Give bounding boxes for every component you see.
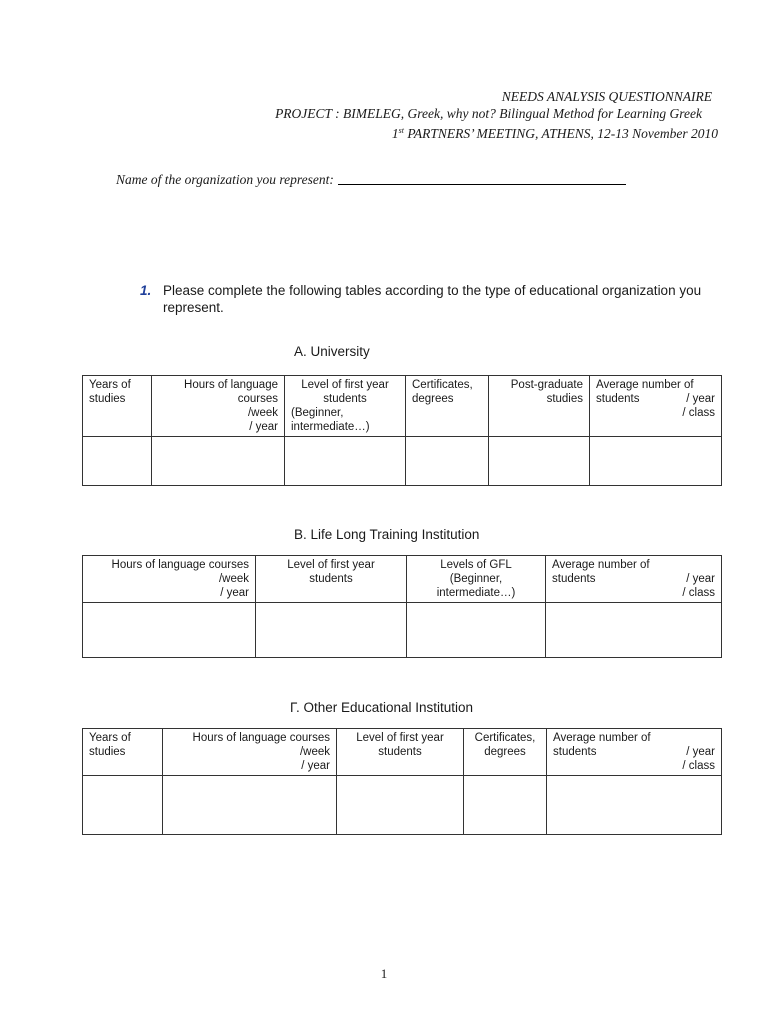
header-level-first-year: Level of first year students [256, 556, 407, 603]
header-level-first-year: Level of first year students [337, 729, 464, 776]
page-number: 1 [380, 966, 388, 981]
lifelong-training-table [82, 555, 722, 658]
header-level-examples: (Beginner, intermediate…) [291, 407, 370, 433]
header-average-label: Average number of [596, 379, 694, 391]
header-certificates: Certificates, degrees [464, 729, 547, 776]
header-years-of-studies: Years of studies [83, 376, 152, 437]
header-average-label: Average number of [553, 732, 651, 744]
table-header-row [83, 729, 722, 776]
meeting-details: PARTNERS’ MEETING, ATHENS, 12-13 November 2010 [404, 126, 718, 141]
table-cell[interactable] [337, 776, 464, 835]
header-level-first-year [285, 376, 406, 437]
table-row [83, 437, 722, 486]
header-certificates: Certificates, degrees [406, 376, 489, 437]
header-average-students [590, 376, 722, 437]
header-per-year: / year [686, 573, 715, 585]
header-per-class: / class [682, 407, 715, 419]
header-levels-of-gfl: Levels of GFL (Beginner, intermediate…) [407, 556, 546, 603]
question-1 [140, 282, 720, 316]
meeting-line [275, 122, 718, 142]
table-row [83, 603, 722, 658]
section-c-title: Γ. Other Educational Institution [290, 700, 474, 715]
table-cell[interactable] [83, 437, 152, 486]
question-text: Please complete the following tables according to the type of educational organization you represent. [163, 283, 702, 315]
table-cell[interactable] [83, 603, 256, 658]
table-cell[interactable] [464, 776, 547, 835]
table-cell[interactable] [256, 603, 407, 658]
table-header-row [83, 376, 722, 437]
header-hours-of-language-courses: Hours of language courses /week / year [163, 729, 337, 776]
header-level-first-year-label: Level of first year students [301, 379, 389, 405]
table-cell[interactable] [546, 603, 722, 658]
organization-field [116, 172, 626, 188]
header-students-label: students [553, 746, 597, 758]
header-hours-of-language-courses: Hours of language courses /week / year [83, 556, 256, 603]
other-institution-table [82, 728, 722, 835]
questionnaire-title: NEEDS ANALYSIS QUESTIONNAIRE [501, 89, 712, 104]
meeting-ordinal-suffix: st [398, 126, 404, 135]
header-hours-of-language-courses: Hours of language courses /week / year [152, 376, 285, 437]
table-cell[interactable] [547, 776, 722, 835]
section-b-title: B. Life Long Training Institution [294, 527, 480, 542]
table-cell[interactable] [152, 437, 285, 486]
university-table [82, 375, 722, 486]
header-per-year: / year [686, 393, 715, 405]
table-cell[interactable] [590, 437, 722, 486]
document-header [275, 88, 718, 142]
header-average-students [547, 729, 722, 776]
table-cell[interactable] [406, 437, 489, 486]
header-per-class: / class [682, 587, 715, 599]
table-header-row [83, 556, 722, 603]
header-per-year: / year [686, 746, 715, 758]
header-average-label: Average number of [552, 559, 650, 571]
table-cell[interactable] [163, 776, 337, 835]
header-average-students [546, 556, 722, 603]
table-row [83, 776, 722, 835]
meeting-ordinal: 1 [391, 126, 399, 141]
project-line: PROJECT : BIMELEG, Greek, why not? Bilingual Method for Learning Greek [275, 106, 702, 121]
organization-label: Name of the organization you represent: [116, 172, 334, 187]
table-cell[interactable] [407, 603, 546, 658]
header-years-of-studies: Years of studies [83, 729, 163, 776]
section-a-title: A. University [294, 344, 370, 359]
table-cell[interactable] [83, 776, 163, 835]
header-students-label: students [596, 393, 640, 405]
header-students-label: students [552, 573, 596, 585]
header-per-class: / class [682, 760, 715, 772]
table-cell[interactable] [285, 437, 406, 486]
table-cell[interactable] [489, 437, 590, 486]
question-number: 1. [140, 283, 152, 298]
header-post-graduate: Post-graduate studies [489, 376, 590, 437]
organization-blank-line[interactable] [338, 172, 626, 185]
